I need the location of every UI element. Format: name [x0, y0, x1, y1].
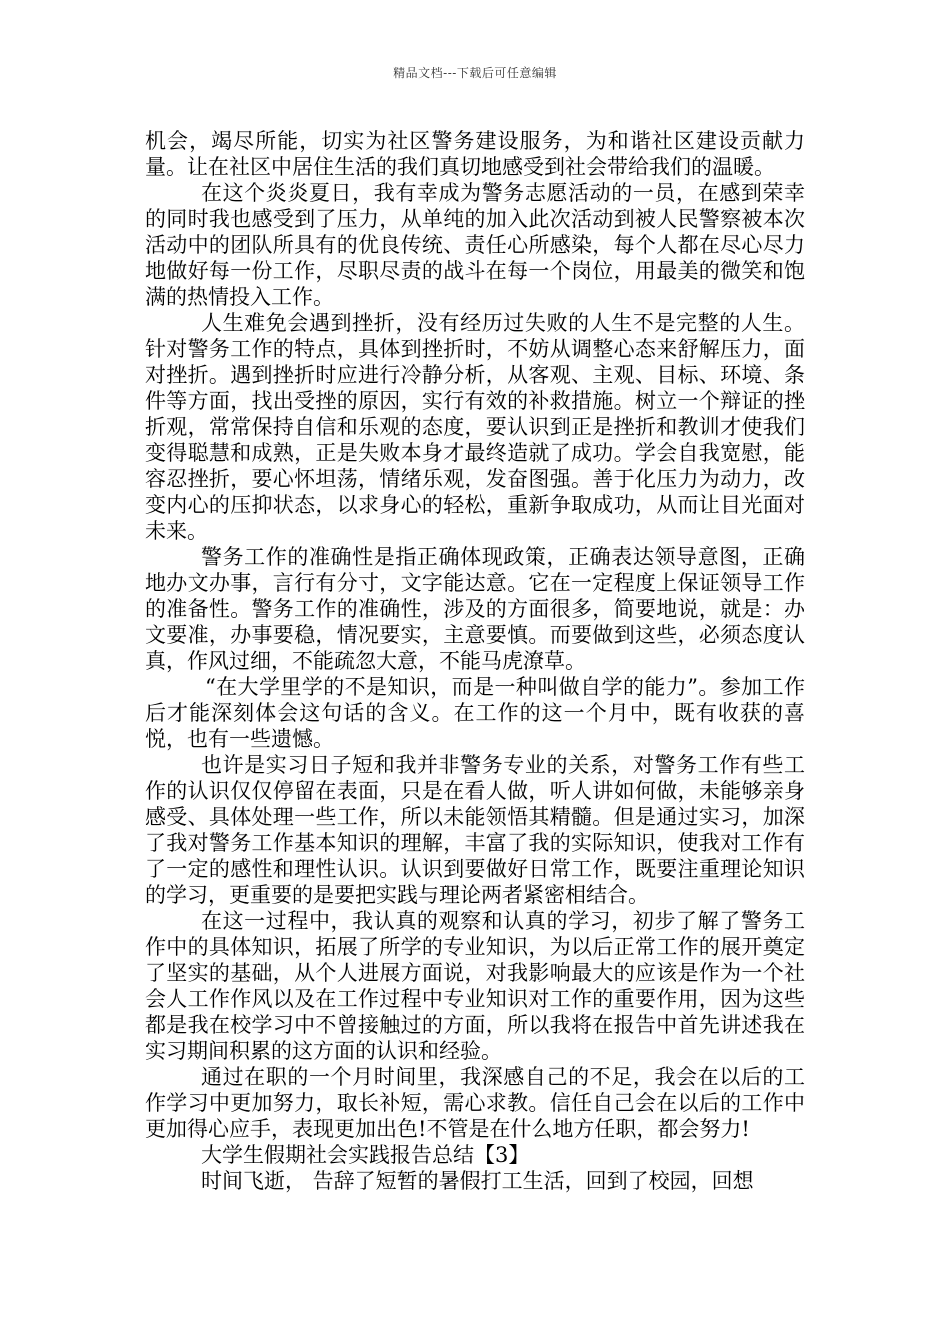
- paragraph-5: “在大学里学的不是知识，而是一种叫做自学的能力”。参加工作后才能深刻体会这句话的含义。在工作的这一个月中，既有收获的喜悦，也有一些遗憾。: [145, 675, 805, 751]
- paragraph-7: 在这一过程中，我认真的观察和认真的学习，初步了解了警务工作中的具体知识，拓展了所学的专业知识，为以后正常工作的展开奠定了坚实的基础，从个人进展方面说，对我影响最大的应该是作为一个社会人工作作风以及在工作过程中专业知识对工作的重要作用，因为这些都是我在校学习中不曾接触过的方面，所以我将在报告中首先讲述我在实习期间积累的这方面的认识和经验。: [145, 909, 805, 1063]
- paragraph-9: 时间飞逝， 告辞了短暂的暑假打工生活，回到了校园，回想: [201, 1169, 754, 1193]
- paragraph-4: 警务工作的准确性是指正确体现政策，正确表达领导意图，正确地办文办事，言行有分寸，文字能达意。它在一定程度上保证领导工作的准备性。警务工作的准确性，涉及的方面很多，简要地说，就是：办文要准，办事要稳，情况要实，主意要慎。而要做到这些，必须态度认真，作风过细，不能疏忽大意，不能马虎潦草。: [145, 545, 805, 673]
- paragraph-1: 机会，竭尽所能，切实为社区警务建设服务，为和谐社区建设贡献力量。让在社区中居住生活的我们真切地感受到社会带给我们的温暖。: [145, 129, 805, 179]
- paragraph-2: 在这个炎炎夏日，我有幸成为警务志愿活动的一员，在感到荣幸的同时我也感受到了压力，从单纯的加入此次活动到被人民警察被本次活动中的团队所具有的优良传统、责任心所感染，每个人都在尽心尽力地做好每一份工作，尽职尽责的战斗在每一个岗位，用最美的微笑和饱满的热情投入工作。: [145, 181, 805, 309]
- paragraph-6: 也许是实习日子短和我并非警务专业的关系，对警务工作有些工作的认识仅仅停留在表面，只是在看人做，听人讲如何做，未能够亲身感受、具体处理一些工作，所以未能领悟其精髓。但是通过实习，加深了我对警务工作基本知识的理解，丰富了我的实际知识，使我对工作有了一定的感性和理性认识。认识到要做好日常工作，既要注重理论知识的学习，更重要的是要把实践与理论两者紧密相结合。: [145, 753, 805, 907]
- document-body: [145, 128, 805, 1194]
- section-heading: 大学生假期社会实践报告总结【3】: [201, 1143, 530, 1167]
- paragraph-3: 人生难免会遇到挫折，没有经历过失败的人生不是完整的人生。针对警务工作的特点，具体到挫折时，不妨从调整心态来舒解压力，面对挫折。遇到挫折时应进行冷静分析，从客观、主观、目标、环境、条件等方面，找出受挫的原因，实行有效的补救措施。树立一个辩证的挫折观，常常保持自信和乐观的态度，要认识到正是挫折和教训才使我们变得聪慧和成熟，正是失败本身才最终造就了成功。学会自我宽慰，能容忍挫折，要心怀坦荡，情绪乐观，发奋图强。善于化压力为动力，改变内心的压抑状态，以求身心的轻松，重新争取成功，从而让目光面对未来。: [145, 311, 805, 543]
- paragraph-8: 通过在职的一个月时间里，我深感自己的不足，我会在以后的工作学习中更加努力，取长补短，需心求教。信任自己会在以后的工作中更加得心应手，表现更加出色!不管是在什么地方任职，都会努力!: [145, 1065, 805, 1141]
- page-header: 精品文档---下载后可任意编辑: [393, 66, 557, 80]
